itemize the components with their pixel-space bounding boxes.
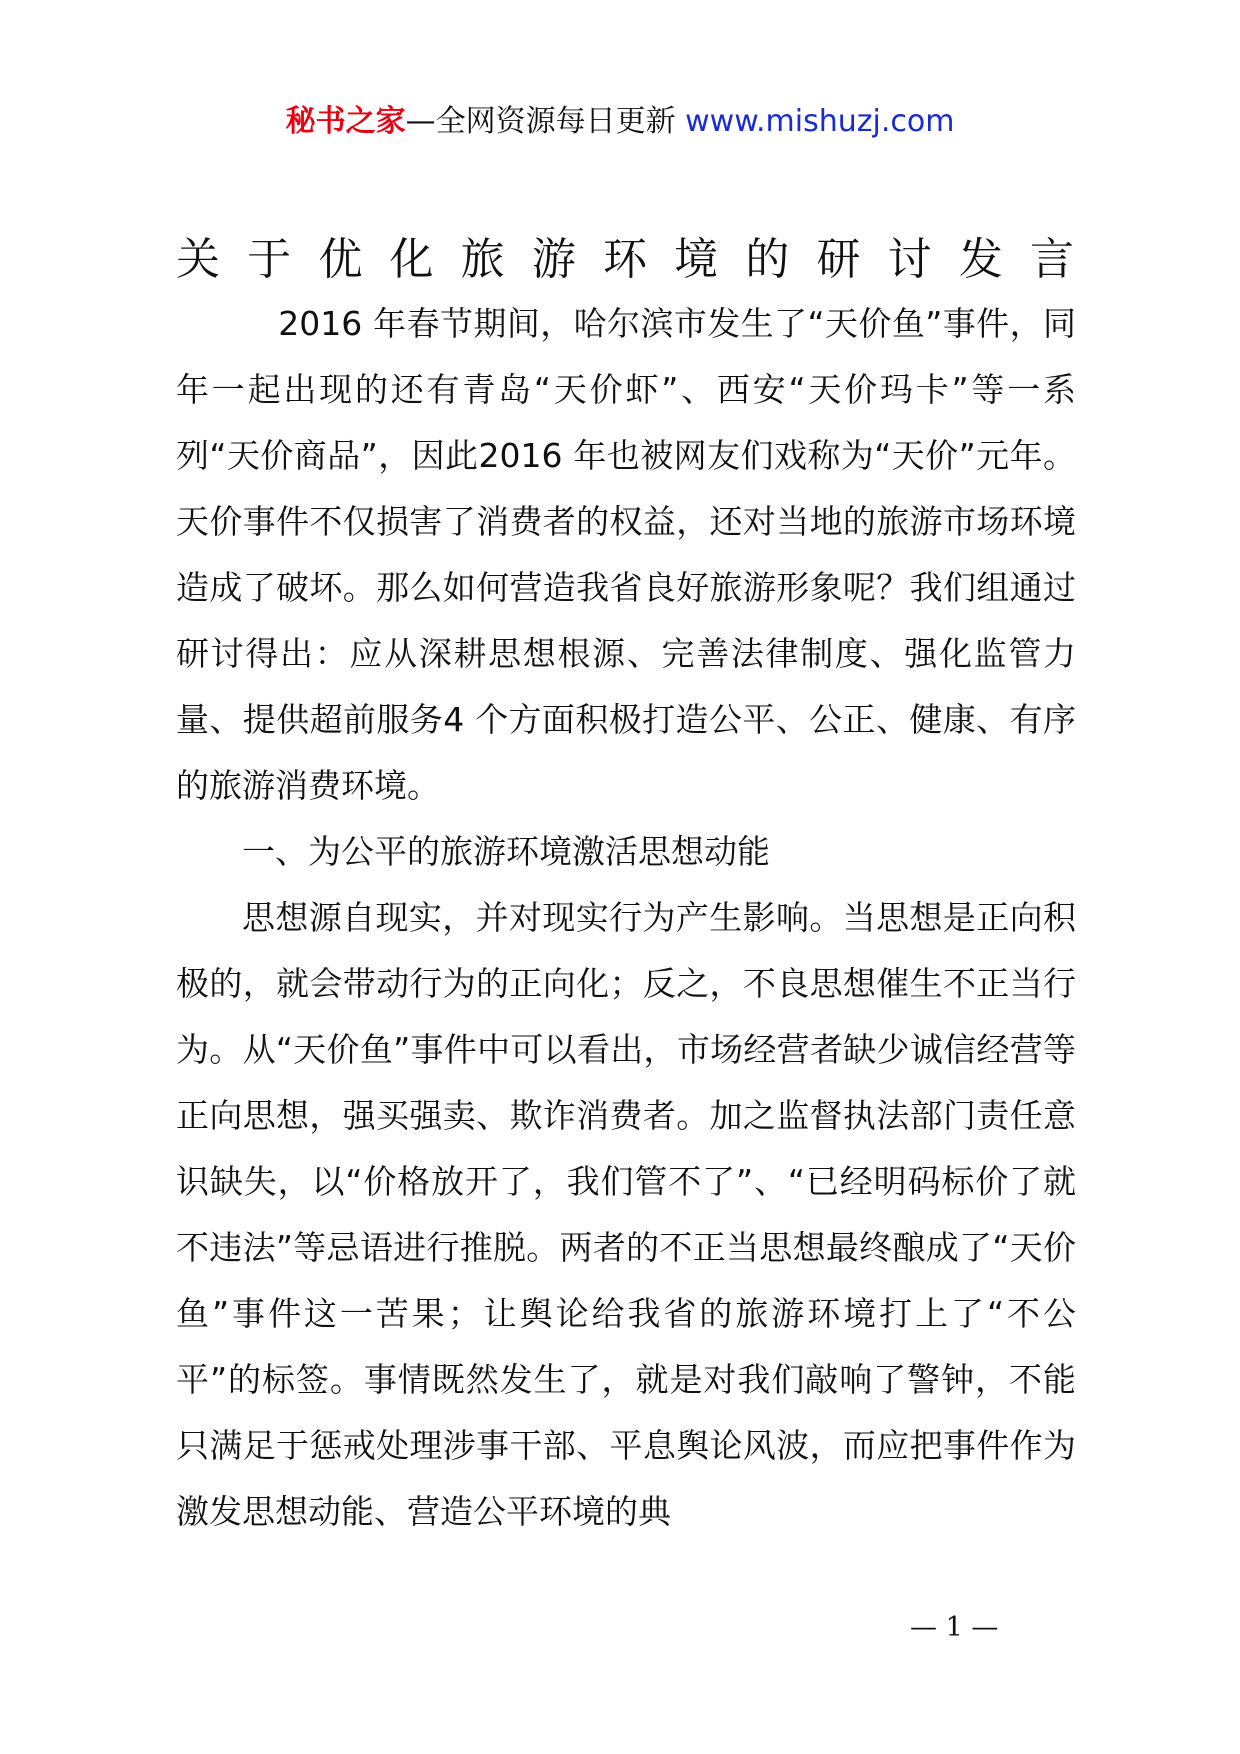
banner-slogan: —全网资源每日更新: [405, 104, 676, 139]
banner-url-link[interactable]: www.mishuzj.com: [685, 104, 955, 139]
site-banner: [0, 100, 1240, 144]
document-title: 关于优化旅游环境的研讨发言: [176, 234, 1076, 285]
banner-brand: 秘书之家: [285, 104, 406, 139]
intro-paragraph: 2016 年春节期间，哈尔滨市发生了“天价鱼”事件，同年一起出现的还有青岛“天价虾”、西安“天价玛卡”等一系列“天价商品”，因此2016 年也被网友们戏称为“天价”元年。天价事件不仅损害了消费者的权益，还对当地的旅游市场环境造成了破坏。那么如何营造我省良好旅游形象呢？我们组通过研讨得出：应从深耕思想根源、完善法律制度、强化监管力量、提供超前服务4 个方面积极打造公平、公正、健康、有序的旅游消费环境。: [176, 304, 1076, 805]
section-paragraph: 思想源自现实，并对现实行为产生影响。当思想是正向积极的，就会带动行为的正向化；反之，不良思想催生不正当行为。从“天价鱼”事件中可以看出，市场经营者缺少诚信经营等正向思想，强买强卖、欺诈消费者。加之监督执法部门责任意识缺失，以“价格放开了，我们管不了”、“已经明码标价了就不违法”等忌语进行推脱。两者的不正当思想最终酿成了“天价鱼”事件这一苦果；让舆论给我省的旅游环境打上了“不公平”的标签。事情既然发生了，就是对我们敲响了警钟，不能只满足于惩戒处理涉事干部、平息舆论风波，而应把事件作为激发思想动能、营造公平环境的典: [176, 898, 1076, 1531]
section-heading: 一、为公平的旅游环境激活思想动能: [242, 832, 770, 871]
page-number: — 1 —: [910, 1612, 999, 1643]
document-body: [176, 291, 1076, 1545]
